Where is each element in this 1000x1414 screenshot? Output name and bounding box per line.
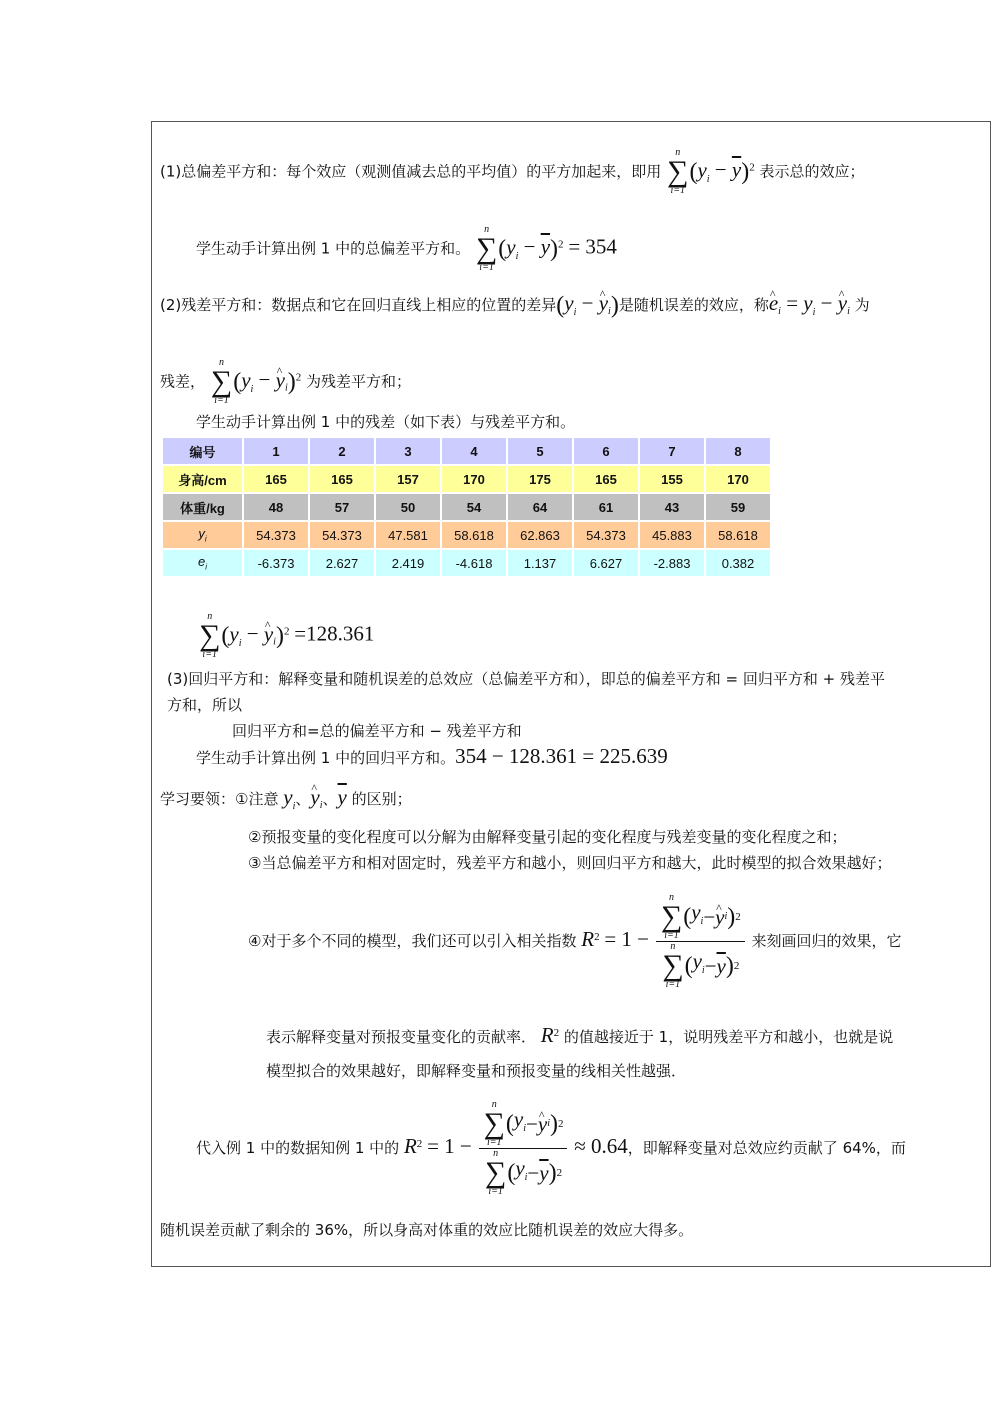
sum-symbol: n ∑ i=1 (210, 357, 233, 406)
table-cell: -6.373 (244, 550, 308, 576)
table-cell: 61 (574, 494, 638, 520)
section2-line2-prefix: 残差， (160, 372, 206, 391)
section2-middle: 是随机误差的效应，称 (618, 296, 769, 314)
table-cell: 45.883 (640, 522, 704, 548)
key-point-4-line3: 模型拟合的效果越好，即解释变量和预报变量的线相关性越强． (266, 1062, 687, 1080)
section1-line: (1)总偏差平方和：每个效应（观测值减去总的平均值）的平方加起来，即用 n ∑ i=1 $(y_i - \overline{y})^2$ 表示总的效应； (160, 147, 865, 196)
table-cell: 0.382 (706, 550, 770, 576)
table-cell: 2.627 (310, 550, 374, 576)
section2-calc-line (196, 412, 575, 432)
r-squared-value: ≈ 0.64 (574, 1134, 628, 1158)
table-row-predicted (163, 522, 770, 548)
key-point-3: ③当总偏差平方和相对固定时，残差平方和越小，则回归平方和越大，此时模型的拟合效果越好； (248, 854, 892, 872)
table-header-cell: 7 (640, 438, 704, 464)
table-cell: 54.373 (310, 522, 374, 548)
sum-symbol: n ∑ i=1 (199, 611, 221, 660)
key-points-label: 学习要领： (160, 790, 236, 808)
table-cell: 48 (244, 494, 308, 520)
residual-ss-value: =128.361 (294, 621, 375, 646)
table-cell: 165 (574, 466, 638, 492)
table-header-cell: 5 (508, 438, 572, 464)
table-cell: 6.627 (574, 550, 638, 576)
table-cell: 43 (640, 494, 704, 520)
row-label: 体重/kg (163, 494, 242, 520)
section1-calc-text: 学生动手计算出例 1 中的总偏差平方和。 (196, 239, 471, 258)
sum-symbol: n ∑ i=1 (475, 224, 498, 273)
one-minus: = 1 − (604, 927, 650, 951)
table-cell: 54 (442, 494, 506, 520)
table-cell: -2.883 (640, 550, 704, 576)
table-cell: 175 (508, 466, 572, 492)
key-point-1: 学习要领：①注意 $y_i$、^ $y_i$、$\overline{y}$ 的区别； (160, 787, 412, 817)
section3-line2: 方和，所以 (167, 696, 243, 714)
table-cell: 165 (244, 466, 308, 492)
table-cell: 54.373 (574, 522, 638, 548)
table-cell: 50 (376, 494, 440, 520)
table-header-cell: 1 (244, 438, 308, 464)
r-squared-symbol: R (581, 927, 595, 951)
table-header-cell: 4 (442, 438, 506, 464)
row-label: $e_i$ (163, 550, 242, 576)
r-squared-symbol: R (403, 1134, 417, 1158)
key-point-1-suffix: 的区别； (351, 790, 412, 808)
table-cell: -4.618 (442, 550, 506, 576)
key-point-4-prefix: ④对于多个不同的模型，我们还可以引入相关指数 (248, 932, 577, 950)
key-point-1-prefix: ①注意 (235, 790, 279, 808)
row-label: $y_i$ (163, 522, 242, 548)
table-cell: 58.618 (706, 522, 770, 548)
key-point-4-line2a: 表示解释变量对预报变量变化的贡献率． (266, 1028, 537, 1046)
key-point-4-line2: 表示解释变量对预报变量变化的贡献率． $R^2$ 的值越接近于 1，说明残差平方和越小，也就是说 (266, 1023, 894, 1047)
section2-text: (2)残差平方和：数据点和它在回归直线上相应的位置的差异 (160, 296, 557, 314)
section3-calc-line (196, 746, 668, 768)
r-squared-symbol: R (540, 1023, 554, 1047)
sum-symbol: n ∑ i=1 (667, 147, 689, 196)
section2-line2: 残差， n ∑ i=1 ($y_i$ − ^ $y_i)^2$ 为残差平方和； (160, 358, 411, 406)
table-cell: 2.419 (376, 550, 440, 576)
key-point-2: ②预报变量的变化程度可以分解为由解释变量引起的变化程度与残差变量的变化程度之和； (248, 828, 847, 846)
table-header-cell: 6 (574, 438, 638, 464)
section1-suffix: 表示总的效应； (759, 162, 865, 181)
section3-calc-text: 学生动手计算出例 1 中的回归平方和。 (196, 749, 456, 767)
row-label: 身高/cm (163, 466, 242, 492)
table-cell: 57 (310, 494, 374, 520)
section2-line2-suffix: 为残差平方和； (306, 372, 412, 391)
section2-line: (2)残差平方和：数据点和它在回归直线上相应的位置的差异($y_i$ − ^ $y_i$)是随机误差的效应，称^ $e_i = y_i$ − ^ $y_i$ 为 (160, 293, 870, 323)
section1-calc-line: 学生动手计算出例 1 中的总偏差平方和。 n ∑ i=1 $(y_i - \overline{y})^2 = 354$ (196, 224, 617, 273)
table-cell: 165 (310, 466, 374, 492)
r-squared-fraction: n ∑ i=1 ( $y_i$ − ^ y i ) 2 n ∑ i=1 ( $y_i$ − $\overline{y}$ ) 2 (479, 1100, 568, 1197)
key-point-4: ④对于多个不同的模型，我们还可以引入相关指数 $R^2 = 1$ − n ∑ i=1 ( $y_i$ − ^ y i ) 2 n ∑ i=1 ( $y_i$ − $\overline{y}$ ) 2 来刻画回归的效果，它 (248, 893, 902, 990)
table-cell: 170 (442, 466, 506, 492)
residual-table (161, 436, 772, 578)
section2-tail: 为 (854, 296, 870, 314)
key-point-4-suffix: 来刻画回归的效果，它 (751, 932, 902, 950)
regression-ss-value: 354 − 128.361 = 225.639 (455, 744, 668, 768)
table-cell: 155 (640, 466, 704, 492)
table-row-residual (163, 550, 770, 576)
table-row-weight (163, 494, 770, 520)
conclusion-line: 代入例 1 中的数据知例 1 中的 $R^2 = 1$ − n ∑ i=1 ( $y_i$ − ^ y i ) 2 n ∑ i=1 ( $y_i$ − $\overline{y}$ ) 2 ≈ 0.64，即解释变量对总效应约贡献了 64%，而 (196, 1100, 906, 1197)
residual-sum-line: n ∑ i=1 ($y_i$ − ^ $y_i)^2 =128.361$ (198, 612, 374, 660)
total-ss-value: = 354 (568, 234, 617, 259)
conclusion-suffix: ，即解释变量对总效应约贡献了 64%，而 (627, 1139, 906, 1157)
section2-calc-text: 学生动手计算出例 1 中的残差（如下表）与残差平方和。 (196, 413, 576, 431)
conclusion-line2: 随机误差贡献了剩余的 36%，所以身高对体重的效应比随机误差的效应大得多。 (160, 1221, 694, 1239)
table-cell: 58.618 (442, 522, 506, 548)
table-row-height (163, 466, 770, 492)
table-cell: 64 (508, 494, 572, 520)
key-point-4-line2b: 的值越接近于 1，说明残差平方和越小，也就是说 (563, 1028, 894, 1046)
table-header-cell: 8 (706, 438, 770, 464)
table-cell: 62.863 (508, 522, 572, 548)
one-minus: = 1 − (427, 1134, 472, 1158)
conclusion-prefix: 代入例 1 中的数据知例 1 中的 (196, 1139, 400, 1157)
table-header-cell: 2 (310, 438, 374, 464)
table-cell: 1.137 (508, 550, 572, 576)
section1-text: (1)总偏差平方和：每个效应（观测值减去总的平均值）的平方加起来，即用 (160, 162, 662, 181)
table-row-header (163, 438, 770, 464)
table-header-label: 编号 (163, 438, 242, 464)
table-cell: 157 (376, 466, 440, 492)
section3-formula: 回归平方和=总的偏差平方和 − 残差平方和 (232, 722, 522, 740)
table-cell: 59 (706, 494, 770, 520)
table-header-cell: 3 (376, 438, 440, 464)
table-cell: 54.373 (244, 522, 308, 548)
section3-line1: (3)回归平方和：解释变量和随机误差的总效应（总偏差平方和），即总的偏差平方和 = 回归平方和 + 残差平 (167, 670, 885, 688)
table-cell: 47.581 (376, 522, 440, 548)
table-cell: 170 (706, 466, 770, 492)
r-squared-fraction: n ∑ i=1 ( $y_i$ − ^ y i ) 2 n ∑ i=1 ( $y_i$ − $\overline{y}$ ) 2 (656, 893, 745, 990)
